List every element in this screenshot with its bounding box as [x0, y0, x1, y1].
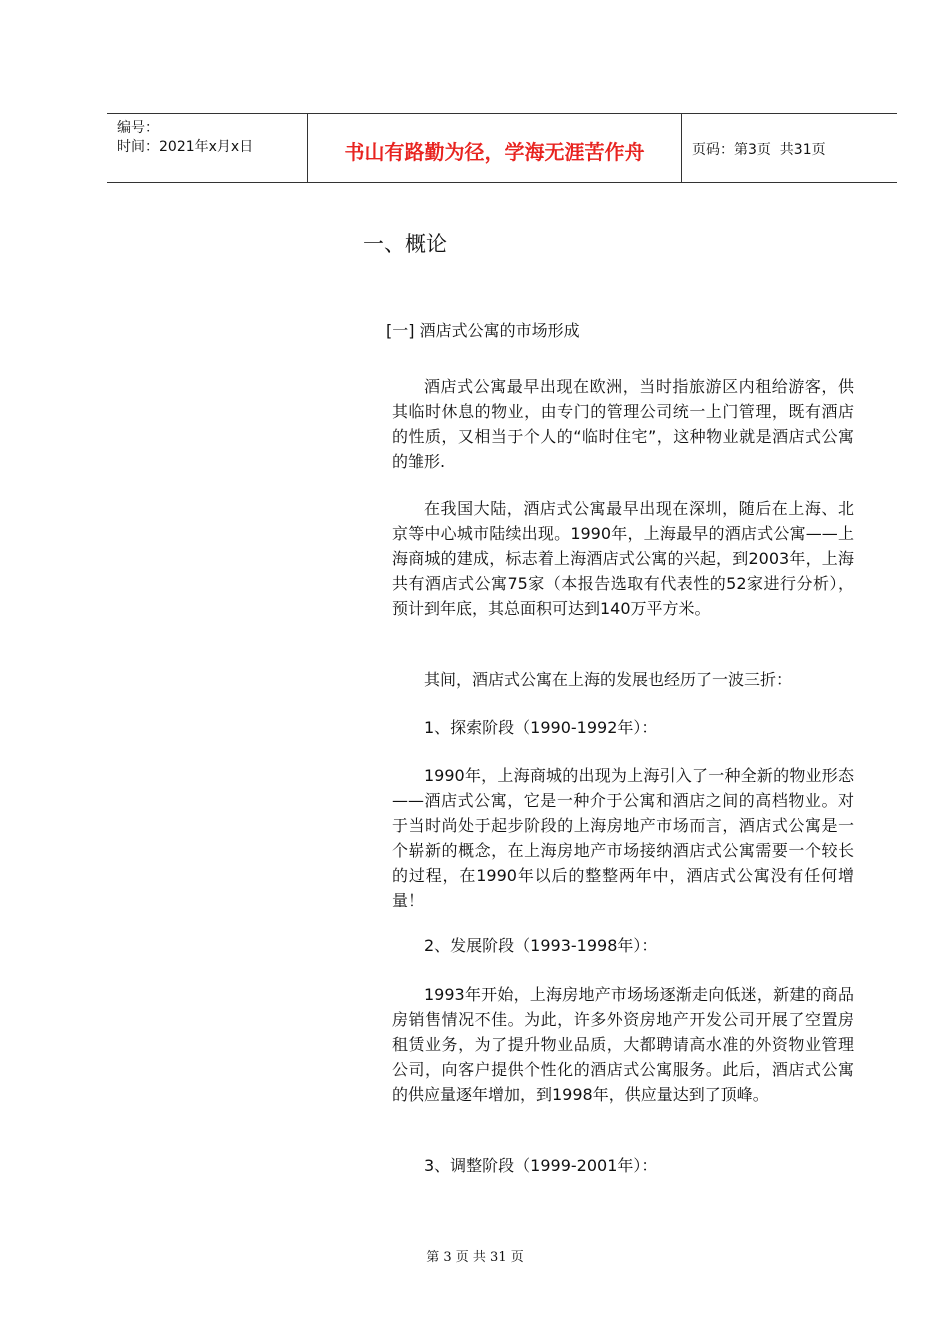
- stage-heading: 2、发展阶段（1993-1998年）：: [424, 936, 658, 955]
- paragraph: 1993年开始，上海房地产市场场逐渐走向低迷，新建的商品房销售情况不佳。为此，许多外资房地产开发公司开展了空置房租赁业务，为了提升物业品质，大都聘请高水准的外资物业管理公司，向客户提供个性化的酒店式公寓服务。此后，酒店式公寓的供应量逐年增加，到1998年，供应量达到了顶峰。: [392, 985, 854, 1104]
- document-date: 时间：2021年x月x日: [117, 139, 254, 155]
- stage-heading: 3、调整阶段（1999-2001年）：: [424, 1156, 658, 1175]
- paragraph: 1990年，上海商城的出现为上海引入了一种全新的物业形态——酒店式公寓，它是一种介于公寓和酒店之间的高档物业。对于当时尚处于起步阶段的上海房地产市场而言，酒店式公寓是一个崭新的概念，在上海房地产市场接纳酒店式公寓需要一个较长的过程，在1990年以后的整整两年中，酒店式公寓没有任何增量！: [392, 766, 854, 910]
- document-number-label: 编号：: [117, 120, 159, 136]
- stage-heading: 1、探索阶段（1990-1992年）：: [424, 718, 658, 737]
- paragraph: 其间，酒店式公寓在上海的发展也经历了一波三折：: [424, 670, 793, 689]
- header-motto-cell: [308, 114, 682, 182]
- header-page-info: 页码：第3页 共31页: [692, 142, 826, 158]
- header-page-cell: [682, 114, 897, 182]
- header-meta-cell: [107, 114, 308, 182]
- section-title: [一] 酒店式公寓的市场形成: [386, 321, 580, 340]
- header-motto: 书山有路勤为径，学海无涯苦作舟: [344, 140, 645, 164]
- chapter-heading: 一、概论: [363, 232, 447, 256]
- page-footer: 第 3 页 共 31 页: [426, 1250, 524, 1265]
- document-header: [107, 113, 897, 183]
- paragraph: 在我国大陆，酒店式公寓最早出现在深圳，随后在上海、北京等中心城市陆续出现。1990年，上海最早的酒店式公寓——上海商城的建成，标志着上海酒店式公寓的兴起，到2003年，上海共有酒店式公寓75家（本报告选取有代表性的52家进行分析），预计到年底，其总面积可达到140万平方米。: [392, 499, 854, 618]
- paragraph: 酒店式公寓最早出现在欧洲，当时指旅游区内租给游客，供其临时休息的物业，由专门的管理公司统一上门管理，既有酒店的性质，又相当于个人的“临时住宅”，这种物业就是酒店式公寓的雏形.: [392, 377, 854, 471]
